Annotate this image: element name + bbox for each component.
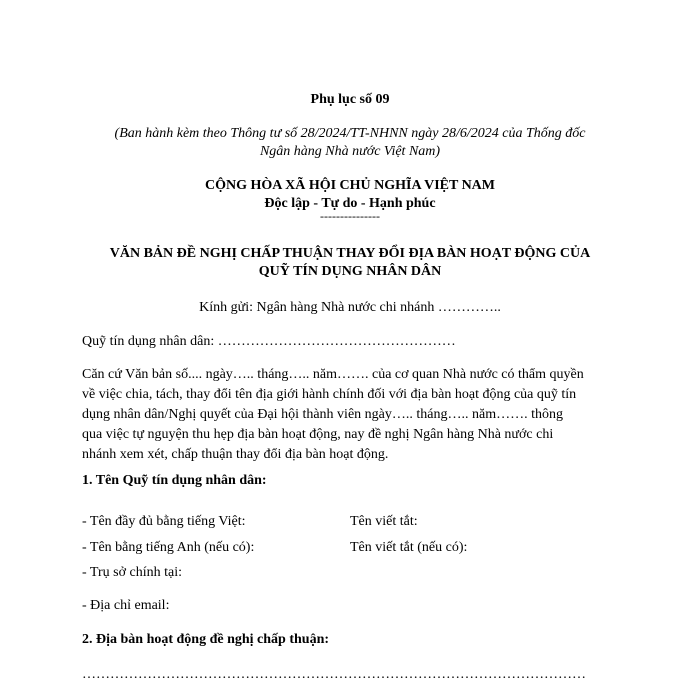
recipient-line: Kính gửi: Ngân hàng Nhà nước chi nhánh ………….. [199, 300, 501, 315]
document-title-line2: QUỸ TÍN DỤNG NHÂN DÂN [258, 264, 442, 279]
appendix-subtitle-line1: (Ban hành kèm theo Thông tư số 28/2024/TT-NHNN ngày 28/6/2024 của Thống đốc [114, 126, 586, 141]
section1-heading: 1. Tên Quỹ tín dụng nhân dân: [82, 473, 267, 488]
fund-name-line: Quỹ tín dụng nhân dân: …………………………………………… [82, 334, 456, 349]
justification-paragraph [82, 365, 622, 465]
paragraph-line5: nhánh xem xét, chấp thuận thay đổi địa bàn hoạt động. [82, 447, 389, 462]
paragraph-line2: về việc chia, tách, thay đổi tên địa giới hành chính đối với địa bàn hoạt động của quỹ tín [82, 387, 577, 402]
paragraph-line1: Căn cứ Văn bản số.... ngày….. tháng….. năm……. của cơ quan Nhà nước có thẩm quyền [82, 367, 584, 382]
field-short-name: Tên viết tắt: [350, 514, 418, 529]
appendix-subtitle-line2: Ngân hàng Nhà nước Việt Nam) [259, 144, 441, 159]
section2-dotted-line: ……………………………………………………………………………………………… [82, 667, 586, 682]
field-email: - Địa chỉ email: [82, 598, 170, 613]
field-full-name-vi: - Tên đầy đủ bằng tiếng Việt: [82, 514, 246, 529]
field-head-office: - Trụ sở chính tại: [82, 565, 182, 580]
national-motto: Độc lập - Tự do - Hạnh phúc [264, 196, 436, 211]
paragraph-line4: qua việc tự nguyện thu hẹp địa bàn hoạt động, nay đề nghị Ngân hàng Nhà nước chi [82, 427, 554, 442]
document-title-line1: VĂN BẢN ĐỀ NGHỊ CHẤP THUẬN THAY ĐỔI ĐỊA BÀN HOẠT ĐỘNG CỦA [109, 246, 591, 261]
appendix-title: Phụ lục số 09 [310, 92, 390, 107]
field-name-en: - Tên bằng tiếng Anh (nếu có): [82, 540, 255, 555]
section2-heading: 2. Địa bàn hoạt động đề nghị chấp thuận: [82, 632, 330, 647]
paragraph-line3: dụng nhân dân/Nghị quyết của Đại hội thành viên ngày….. tháng….. năm……. thông [82, 407, 563, 422]
field-short-name-optional: Tên viết tắt (nếu có): [350, 540, 468, 555]
motto-divider: --------------- [320, 209, 380, 223]
country-name: CỘNG HÒA XÃ HỘI CHỦ NGHĨA VIỆT NAM [204, 178, 495, 193]
